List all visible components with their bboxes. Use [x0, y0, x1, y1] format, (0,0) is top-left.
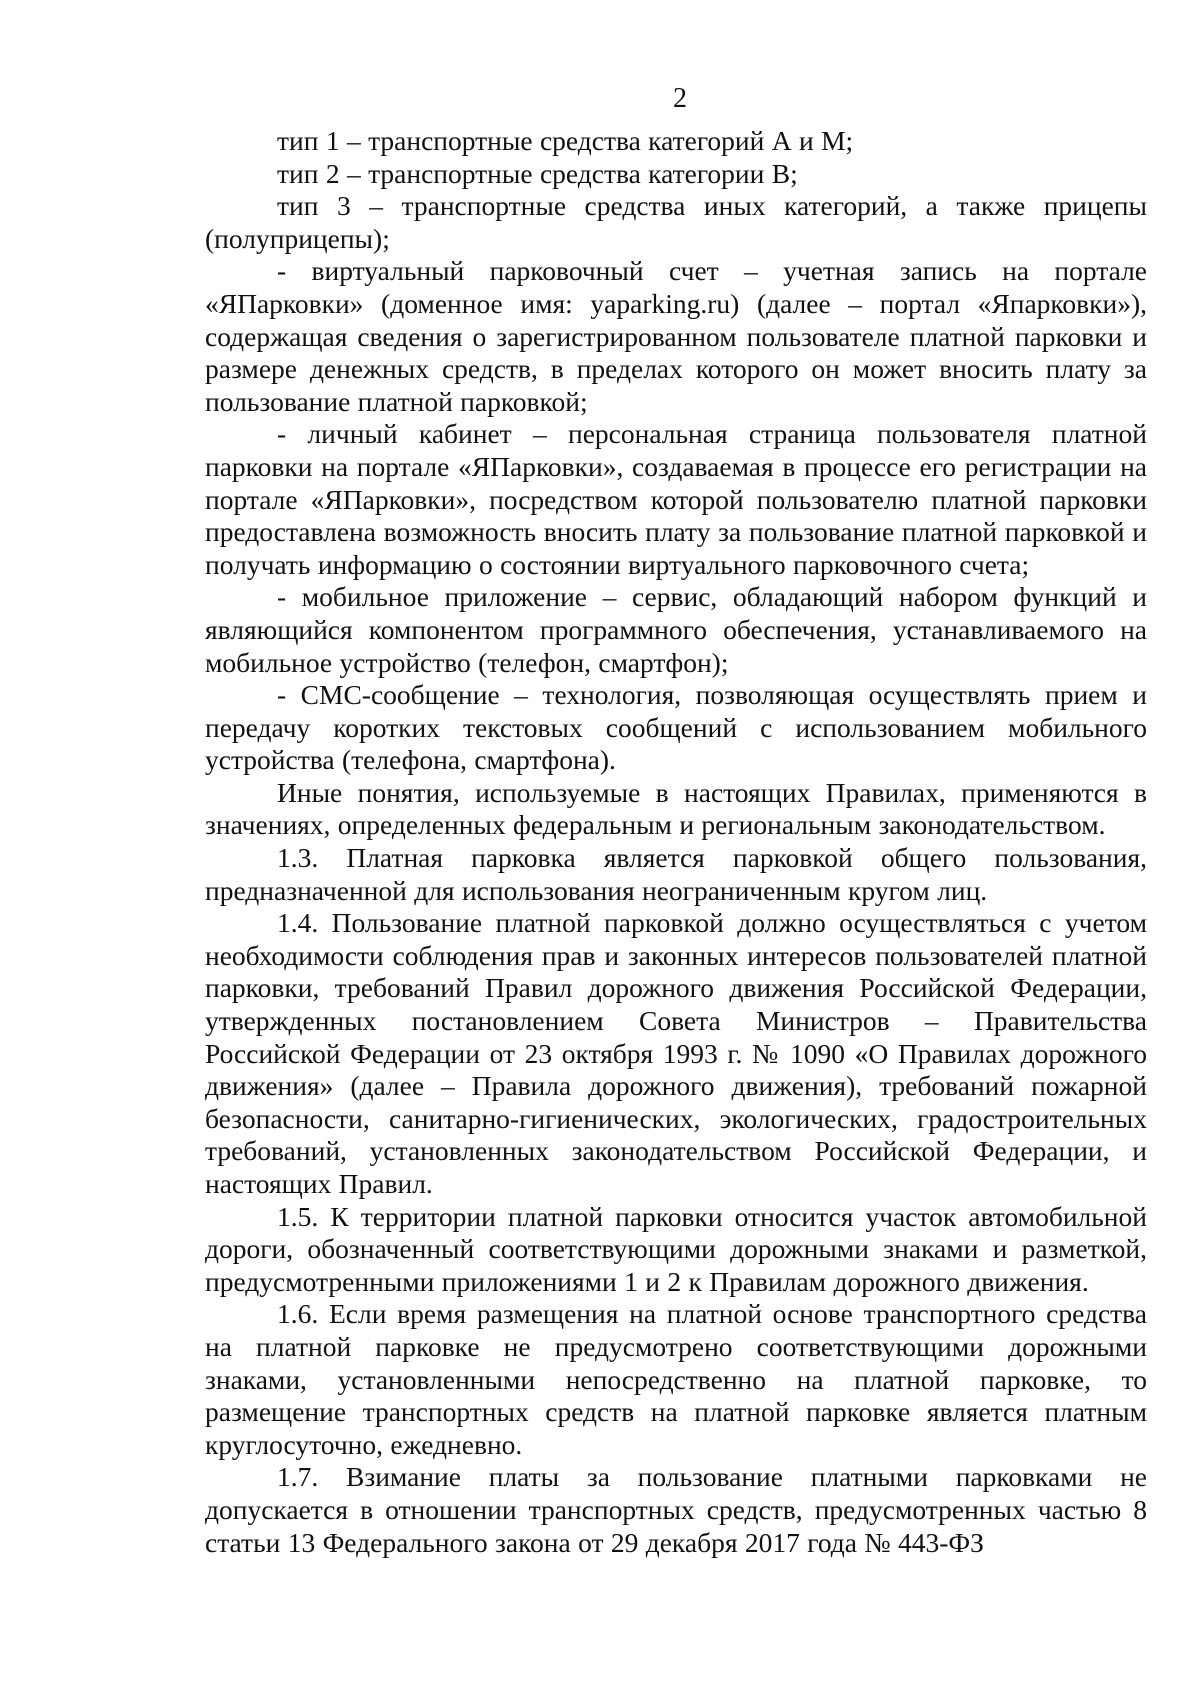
paragraph-virtual-account: - виртуальный парковочный счет – учетная запись на портале «ЯПарковки» (доменное имя: yaparking.ru) (далее – портал «Япарковки»), содержащая сведения о зарегистрированном пользователе платной парковки и размере денежных средств, в пределах которого он может вносить плату за пользование платной парковкой;: [205, 255, 1147, 417]
paragraph-1-6: 1.6. Если время размещения на платной основе транспортного средства на платной парковке не предусмотрено соответствующими дорожными знаками, установленными непосредственно на платной парковке, то размещение транспортных средств на платной парковке является платным круглосуточно, ежедневно.: [205, 1298, 1147, 1460]
paragraph-sms: - СМС-сообщение – технология, позволяющая осуществлять прием и передачу коротких текстовых сообщений с использованием мобильного устройства (телефона, смартфона).: [205, 679, 1147, 776]
document-body: [205, 125, 1147, 1559]
page-number: 2: [673, 83, 687, 114]
paragraph-type-1: тип 1 – транспортные средства категорий А и М;: [277, 125, 854, 156]
paragraph-mobile-app: - мобильное приложение – сервис, обладающий набором функций и являющийся компонентом программного обеспечения, устанавливаемого на мобильное устройство (телефон, смартфон);: [205, 581, 1147, 678]
paragraph-1-4: 1.4. Пользование платной парковкой должно осуществляться с учетом необходимости соблюдения прав и законных интересов пользователей платной парковки, требований Правил дорожного движения Российской Федерации, утвержденных постановлением Совета Министров – Правительства Российской Федерации от 23 октября 1993 г. № 1090 «О Правилах дорожного движения» (далее – Правила дорожного движения), требований пожарной безопасности, санитарно-гигиенических, экологических, градостроительных требований, установленных законодательством Российской Федерации, и настоящих Правил.: [205, 907, 1147, 1199]
paragraph-personal-cabinet: - личный кабинет – персональная страница пользователя платной парковки на портале «ЯПарковки», создаваемая в процессе его регистрации на портале «ЯПарковки», посредством которой пользователю платной парковки предоставлена возможность вносить плату за пользование платной парковкой и получать информацию о состоянии виртуального парковочного счета;: [205, 418, 1147, 580]
paragraph-1-5: 1.5. К территории платной парковки относится участок автомобильной дороги, обозначенный соответствующими дорожными знаками и разметкой, предусмотренными приложениями 1 и 2 к Правилам дорожного движения.: [205, 1200, 1147, 1297]
paragraph-1-3: 1.3. Платная парковка является парковкой общего пользования, предназначенной для использования неограниченным кругом лиц.: [205, 842, 1147, 906]
paragraph-other-terms: Иные понятия, используемые в настоящих Правилах, применяются в значениях, определенных федеральным и региональным законодательством.: [205, 776, 1147, 841]
paragraph-1-7: 1.7. Взимание платы за пользование платными парковками не допускается в отношении транспортных средств, предусмотренных частью 8 статьи 13 Федерального закона от 29 декабря 2017 года № 443-ФЗ: [205, 1461, 1147, 1558]
paragraph-type-3: тип 3 – транспортные средства иных категорий, а также прицепы (полуприцепы);: [205, 190, 1147, 254]
paragraph-type-2: тип 2 – транспортные средства категории В;: [277, 157, 798, 189]
